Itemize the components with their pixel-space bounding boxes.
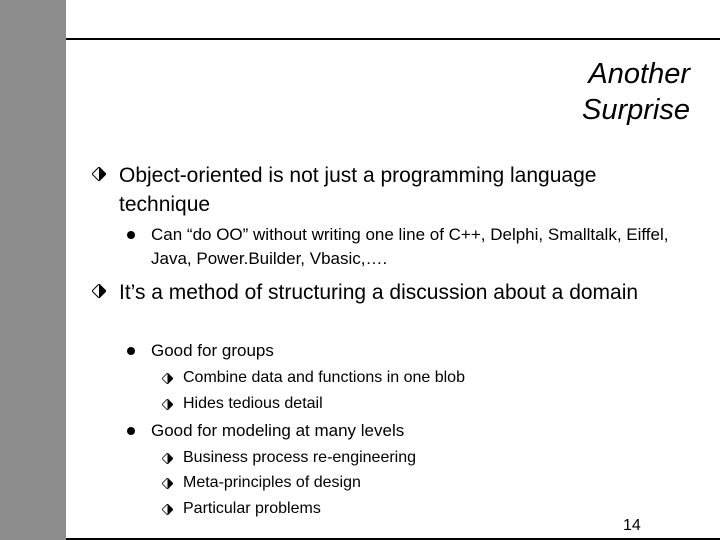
bullet-level2-text: Good for modeling at many levels	[151, 421, 405, 440]
slide-title-line-2: Surprise	[582, 94, 690, 126]
bullet-level3-text: Hides tedious detail	[183, 395, 323, 412]
slide-title-line-1: Another	[588, 58, 690, 90]
round-bullet-icon	[127, 427, 135, 435]
left-sidebar-bar	[0, 0, 66, 540]
diamond-bullet-icon	[92, 284, 106, 298]
top-rule	[66, 0, 720, 40]
round-bullet-icon	[127, 347, 135, 355]
bullet-level3-text: Business process re-engineering	[183, 449, 417, 466]
diamond-bullet-icon	[92, 167, 106, 181]
diamond-bullet-icon	[162, 453, 173, 464]
round-bullet-icon	[127, 231, 135, 239]
bullet-level3-text: Meta-principles of design	[183, 474, 361, 491]
bullet-level1-text: It’s a method of structuring a discussion about a domain	[119, 281, 639, 304]
diamond-bullet-icon	[162, 399, 173, 410]
bullet-level2-text: Can “do OO” without writing one line of C++, Delphi, Smalltalk, Eiffel, Java, Power.Builder, Vbasic,….	[151, 225, 669, 268]
diamond-bullet-icon	[162, 373, 173, 384]
slide-title	[582, 56, 690, 128]
page-number: 14	[623, 517, 641, 534]
diamond-bullet-icon	[162, 504, 173, 515]
bullet-level3-text: Particular problems	[183, 500, 321, 517]
bullet-level2-text: Good for groups	[151, 341, 274, 360]
bullet-level1-text: Object-oriented is not just a programming language technique	[119, 164, 597, 216]
diamond-bullet-icon	[162, 478, 173, 489]
bullet-level3-text: Combine data and functions in one blob	[183, 369, 465, 386]
